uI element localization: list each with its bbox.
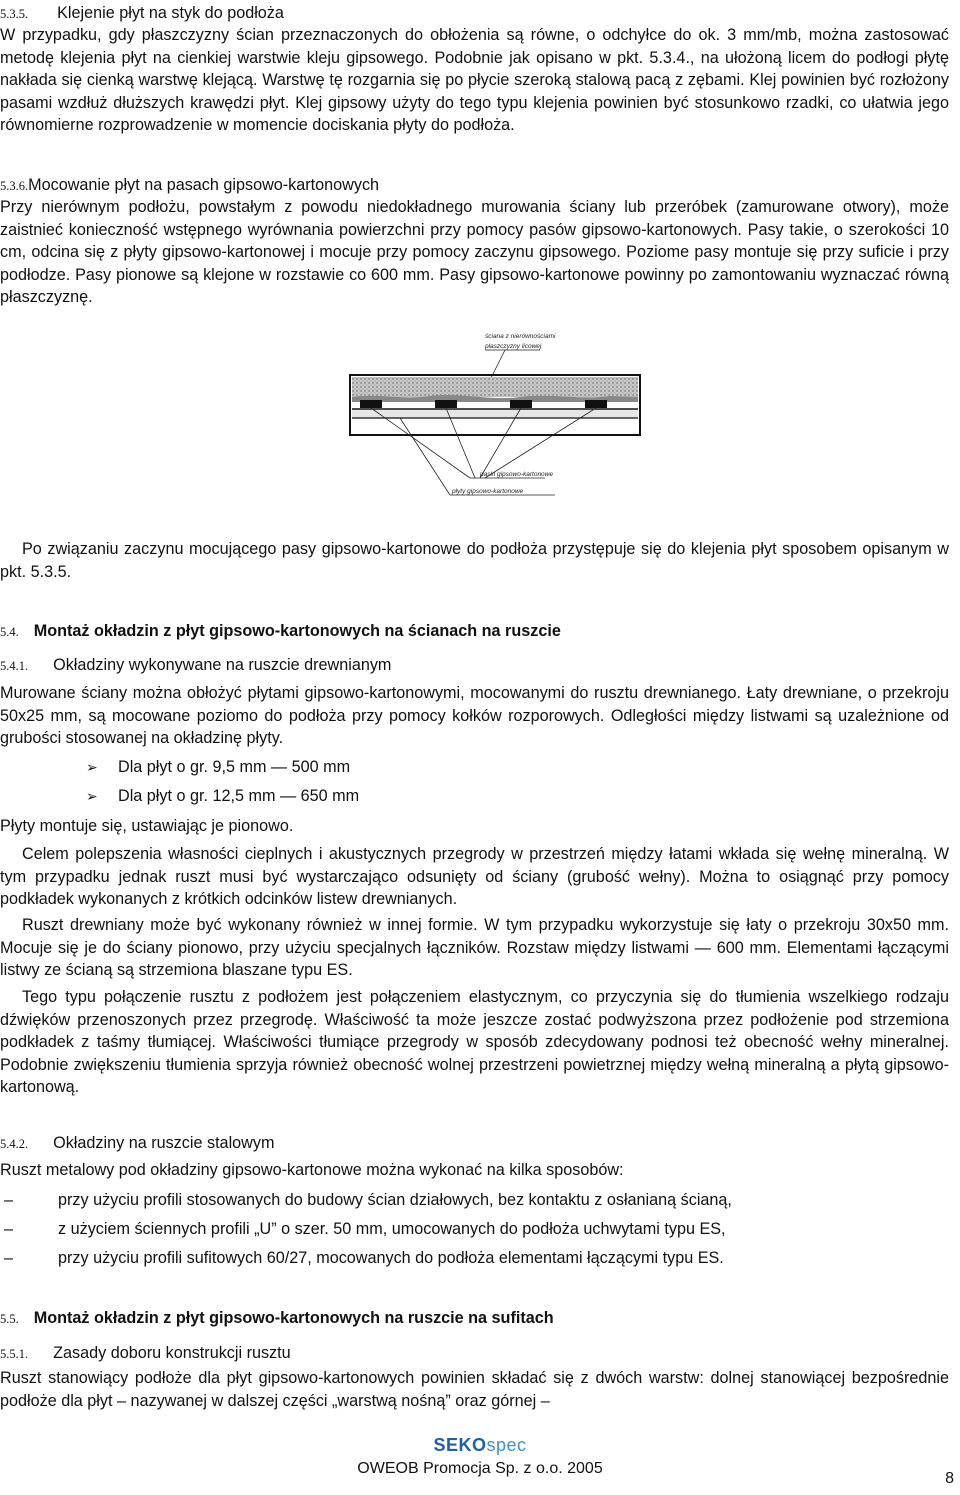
section-title: Montaż okładzin z płyt gipsowo-kartonowych na ścianach na ruszcie xyxy=(33,622,561,640)
section-title: Mocowanie płyt na pasach gipsowo-kartonowych xyxy=(28,176,380,194)
paragraph: W przypadku, gdy płaszczyzny ścian przeznaczonych do obłożenia są równe, o odchyłce do ok. 3 mm/mb, można zastosować metodę klejenia płyt na cienkiej warstwie kleju gipsowego. Podobnie jak opisano w pkt. 5.3.4., na ułożoną licem do podłogi płytę nakłada się cienką warstwę klejącą. Warstwę tę rozgarnia się po płycie szeroką stalową pacą z zębami. Klej powinien być rozłożony pasami wzdłuż dłuższych krawędzi płyt. Klej gipsowy użyty do tego typu klejenia powinien być stosunkowo rzadki, co ułatwia jego równomierne rozprowadzenie w momencie dociskania płyty do podłoża. xyxy=(0,26,949,135)
section-heading-5-5-1 xyxy=(0,1342,291,1365)
paragraph: Murowane ściany można obłożyć płytami gipsowo-kartonowymi, mocowanymi do rusztu drewnianego. Łaty drewniane, o przekroju 50x25 mm, są mocowane poziomo do podłoża przy pomocy kołków rozporowych. Odległości między listwami są uzależnione od grubości stosowanej na okładzinę płyty. xyxy=(0,684,949,748)
label-gypsum-boards: płyty gipsowo-kartonowe xyxy=(452,488,524,495)
paragraph: Ruszt metalowy pod okładziny gipsowo-kartonowe można wykonać na kilka sposobów: xyxy=(0,1161,624,1179)
page-number: 8 xyxy=(945,1470,954,1487)
dash-bullet: – xyxy=(4,1220,14,1238)
section-title: Klejenie płyt na styk do podłoża xyxy=(57,4,284,22)
section-heading-5-4 xyxy=(0,620,561,643)
paragraph: Przy nierównym podłożu, powstałym z powodu niedokładnego murowania ściany lub przeróbek (zamurowane otwory), może zaistnieć konieczność wstępnego wyrównania powierzchni przy pomocy pasów gipsowo-kartonowych. Pasy takie, o szerokości 10 cm, odcina się z płyty gipsowo-kartonowej i mocuje przy pomocy zaczynu gipsowego. Poziome pasy montuje się przy suficie i przy podłodze. Pasy pionowe są klejone w rozstawie co 600 mm. Pasy gipsowo-kartonowe powinny po zamontowaniu wyznaczać równą płaszczyznę. xyxy=(0,198,949,307)
label-gypsum-strips: paski gipsowo-kartonowe xyxy=(480,471,553,478)
paragraph: Celem polepszenia własności cieplnych i akustycznych przegrody w przestrzeń między łatami wkłada się wełnę mineralną. W tym przypadku jednak ruszt musi być wystarczająco odsunięty od ściany (grubość wełny). Można to osiągnąć przy pomocy podkładek wykonanych z krótkich odcinków listew drewnianych. xyxy=(0,845,949,909)
arrow-bullet-icon: ➢ xyxy=(86,759,98,775)
section-heading-5-3-6 xyxy=(0,174,379,197)
dash-bullet: – xyxy=(4,1191,14,1209)
section-title: Okładziny na ruszcie stalowym xyxy=(53,1134,275,1152)
section-title: Zasady doboru konstrukcji rusztu xyxy=(53,1344,291,1362)
paragraph: Ruszt drewniany może być wykonany również w innej formie. W tym przypadku wykorzystuje się łaty o przekroju 30x50 mm. Mocuje się je do ściany pionowo, przy użyciu specjalnych łączników. Rozstaw między listwami — 600 mm. Elementami łączącymi listwy ze ścianą są strzemiona blaszane typu ES. xyxy=(0,916,949,980)
document-page: 5.3.5. Klejenie płyt na styk do podłoża W przypadku, gdy płaszczyzny ścian przeznaczonych do obłożenia są równe, o odchyłce do ok. 3 mm/mb, można zastosować metodę klejenia płyt na cienkiej warstwie kleju gipsowego. Podobnie jak opisano w pkt. 5.3.4., na ułożoną licem do podłogi płytę nakłada się cienką warstwę klejącą. Warstwę tę rozgarnia się po płycie szeroką stalową pacą z zębami. Klej powinien być rozłożony pasami wzdłuż dłuższych krawędzi płyt. Klej gipsowy użyty do tego typu klejenia powinien być stosunkowo rzadki, co ułatwia jego równomierne rozprowadzenie w momencie dociskania płyty do podłoża. 5.3.6.Mocowanie płyt na pasach gipsowo-kartonowych Przy nierównym podłożu, powstałym z powodu niedokładnego murowania ściany lub przeróbek (zamurowane otwory), może zaistnieć konieczność wstępnego wyrównania powierzchni przy pomocy pasów gipsowo-kartonowych. Pasy takie, o szerokości 10 cm, odcina się z płyty gipsowo-kartonowej i mocuje przy pomocy zaczynu gipsowego. Poziome pasy montuje się przy suficie i przy podłodze. Pasy pionowe są klejone w rozstawie co 600 mm. Pasy gipsowo-kartonowe powinny po zamontowaniu wyznaczać równą płaszczyznę. ściana z nierównościami płaszczyzny licowej paski gipsowo-kartonowe płyty gipsowo-kartonowe Po związaniu zaczynu mocującego pasy gipsowo-kartonowe do podłoża przystępuje się do klejenia płyt sposobem opisanym w pkt. 5.3.5. 5.4. Montaż okładzin z płyt gipsowo-kartonowych na ścianach na ruszcie 5.4.1. Okładziny wykonywane na ruszcie drewnianym Murowane ściany można obłożyć płytami gipsowo-kartonowymi, mocowanymi do rusztu drewnianego. Łaty drewniane, o przekroju 50x25 mm, są mocowane poziomo do podłoża przy pomocy kołków rozporowych. Odległości między listwami są uzależnione od grubości stosowanej na okładzinę płyty. ➢ Dla płyt o gr. 9,5 mm — 500 mm ➢ Dla płyt o gr. 12,5 mm — 650 mm Płyty montuje się, ustawiając je pionowo. Celem polepszenia własności cieplnych i akustycznych przegrody w przestrzeń między łatami wkłada się wełnę mineralną. W tym przypadku jednak ruszt musi być wystarczająco odsunięty od ściany (grubość wełny). Można to osiągnąć przy pomocy podkładek wykonanych z krótkich odcinków listew drewnianych. Ruszt drewniany może być wykonany również w innej formie. W tym przypadku wykorzystuje się łaty o przekroju 30x50 mm. Mocuje się je do ściany pionowo, przy użyciu specjalnych łączników. Rozstaw między listwami — 600 mm. Elementami łączącymi listwy ze ścianą są strzemiona blaszane typu ES. Tego typu połączenie rusztu z podłożem jest połączeniem elastycznym, co przyczynia się do tłumienia wszelkiego rodzaju dźwięków przenoszonych przez przegrodę. Właściwość ta może jeszcze zostać podwyższona przez podłożenie pod strzemiona podkładek z taśmy tłumiącej. Właściwości tłumiące przegrody w sposób zdecydowany podnosi też obecność wełny mineralnej. Podobnie zwiększeniu tłumienia sprzyja również obecność wolnej przestrzeni powietrznej między wełną mineralną a płytą gipsowo-kartonową. 5.4.2. Okładziny na ruszcie stalowym Ruszt metalowy pod okładziny gipsowo-kartonowe można wykonać na kilka sposobów: – przy użyciu profili stosowanych do budowy ścian działowych, bez kontaktu z osłanianą ścianą, – z użyciem ściennych profili „U” o szer. 50 mm, umocowanych do podłoża uchwytami typu ES, – przy użyciu profili sufitowych 60/27, mocowanych do podłoża elementami łączącymi typu ES. 5.5. Montaż okładzin z płyt gipsowo-kartonowych na ruszcie na sufitach 5.5.1. Zasady doboru konstrukcji rusztu Ruszt stanowiący podłoże dla płyt gipsowo-kartonowych powinien składać się z dwóch warstw: dolnej stanowiącej bezpośrednie podłoże dla płyt – nazywanej w dalszej części „warstwą nośną” oraz górnej – SEKOspec OWEOB Promocja Sp. z o.o. 2005 8 xyxy=(0,0,960,1495)
paragraph: Po związaniu zaczynu mocującego pasy gipsowo-kartonowe do podłoża przystępuje się do klejenia płyt sposobem opisanym w pkt. 5.3.5. xyxy=(0,540,949,581)
paragraph: Tego typu połączenie rusztu z podłożem jest połączeniem elastycznym, co przyczynia się do tłumienia wszelkiego rodzaju dźwięków przenoszonych przez przegrodę. Właściwość ta może jeszcze zostać podwyższona przez podłożenie pod strzemiona podkładek z taśmy tłumiącej. Właściwości tłumiące przegrody w sposób zdecydowany podnosi też obecność wełny mineralnej. Podobnie zwiększeniu tłumienia sprzyja również obecność wolnej przestrzeni powietrznej między wełną mineralną a płytą gipsowo-kartonową. xyxy=(0,988,949,1097)
label-face-plane: płaszczyzny licowej xyxy=(485,343,542,350)
section-title: Montaż okładzin z płyt gipsowo-kartonowych na ruszcie na sufitach xyxy=(33,1309,554,1327)
section-heading-5-5 xyxy=(0,1307,554,1330)
section-heading-5-3-5 xyxy=(0,2,284,25)
footer-logo: SEKOspec xyxy=(433,1435,527,1455)
section-number: 5.3.5. xyxy=(0,7,29,21)
arrow-bullet-icon: ➢ xyxy=(86,788,98,804)
section-title: Okładziny wykonywane na ruszcie drewnianym xyxy=(53,656,392,674)
section-number: 5.5.1. xyxy=(0,1347,29,1361)
label-wall-unevenness: ściana z nierównościami xyxy=(485,333,556,340)
section-number: 5.4. xyxy=(0,625,19,639)
section-heading-5-4-2 xyxy=(0,1132,274,1155)
footer-company: OWEOB Promocja Sp. z o.o. 2005 xyxy=(357,1460,603,1477)
paragraph: Ruszt stanowiący podłoże dla płyt gipsowo-kartonowych powinien składać się z dwóch warstw: dolnej stanowiącej bezpośrednie podłoże dla płyt – nazywanej w dalszej części „warstwą nośną” oraz górnej – xyxy=(0,1369,949,1410)
section-number: 5.3.6. xyxy=(0,179,29,193)
section-number: 5.5. xyxy=(0,1312,19,1326)
paragraph: Płyty montuje się, ustawiając je pionowo. xyxy=(0,817,294,835)
wall-strips-diagram xyxy=(340,330,650,505)
section-number: 5.4.2. xyxy=(0,1137,29,1151)
section-number: 5.4.1. xyxy=(0,659,29,673)
dash-bullet: – xyxy=(4,1249,14,1267)
section-heading-5-4-1 xyxy=(0,654,391,677)
